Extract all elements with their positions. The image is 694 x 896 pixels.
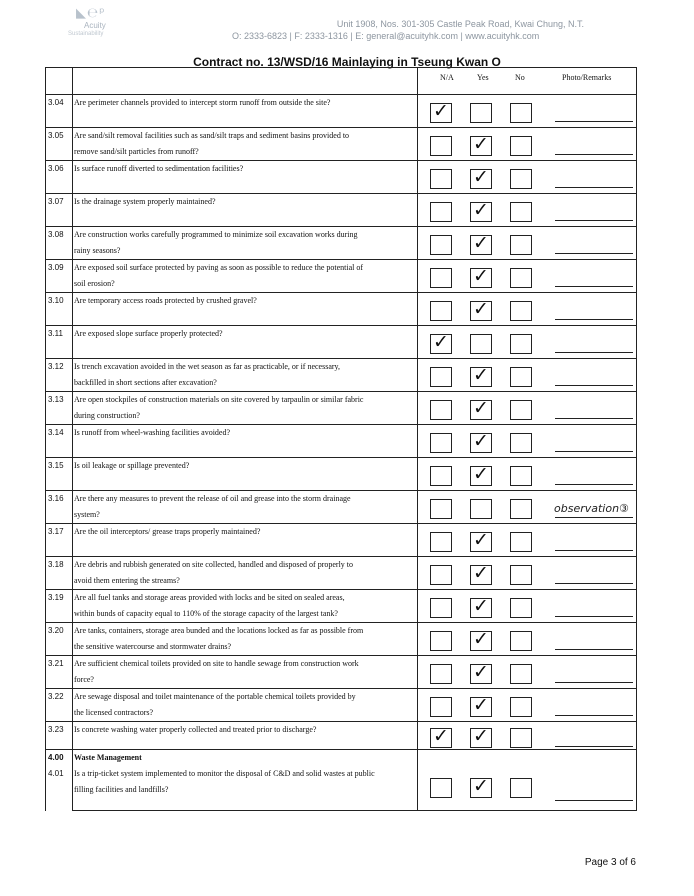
remarks-line[interactable] [555,517,633,518]
company-address: Unit 1908, Nos. 301-305 Castle Peak Road, Kwai Chung, N.T. [336,19,584,29]
header-question-cell [73,68,418,95]
options-cell [418,128,637,161]
table-row [46,458,637,491]
item-number: 3.21 [46,656,73,689]
question-line-1: Is the drainage system properly maintained? [74,197,216,206]
section-question [73,750,418,811]
table-row [46,524,637,557]
checkbox-yes[interactable] [470,529,492,552]
remarks-line[interactable] [555,253,633,254]
checkbox-no[interactable] [510,400,532,420]
options-cell [418,95,637,128]
question-line-2: soil erosion? [74,279,115,288]
question-line-1: Are construction works carefully programmed to minimize soil excavation works during [74,230,358,239]
options-cell [418,557,637,590]
item-number: 3.12 [46,359,73,392]
checkbox-no[interactable] [510,433,532,453]
checkbox-na[interactable] [430,697,452,717]
checkbox-yes[interactable] [470,334,492,354]
remarks-line[interactable] [555,319,633,320]
checkbox-no[interactable] [510,631,532,651]
question-line-2: backfilled in short sections after excavation? [74,378,217,387]
options-cell [418,623,637,656]
item-question [73,557,418,590]
question-line-1: Is oil leakage or spillage prevented? [74,461,190,470]
section-number [46,750,73,811]
checkbox-no[interactable] [510,664,532,684]
checkbox-na[interactable] [430,433,452,453]
options-cell [418,293,637,326]
header-options-cell [418,68,637,95]
table-row [46,194,637,227]
checkbox-yes[interactable] [470,775,492,798]
item-question [73,590,418,623]
checkbox-no[interactable] [510,202,532,222]
checkbox-no[interactable] [510,598,532,618]
checkmark-icon: ✓ [473,595,489,617]
item-question [73,689,418,722]
options-cell [418,656,637,689]
checkbox-yes[interactable] [470,499,492,519]
checkbox-na[interactable] [430,268,452,288]
checkbox-na[interactable] [430,565,452,585]
remarks-line[interactable] [555,451,633,452]
question-line-1: Are sewage disposal and toilet maintenance of the portable chemical toilets provided by [74,692,356,701]
item-number: 3.04 [46,95,73,128]
remarks-line[interactable] [555,187,633,188]
checkbox-yes[interactable] [470,199,492,222]
item-number: 3.07 [46,194,73,227]
remarks-line[interactable] [555,484,633,485]
item-question [73,227,418,260]
remarks-line[interactable] [555,550,633,551]
table-header-row [46,68,637,95]
question-line-1: Is runoff from wheel-washing facilities avoided? [74,428,231,437]
options-cell [418,689,637,722]
item-question [73,656,418,689]
remarks-line[interactable] [555,154,633,155]
checkbox-na[interactable] [430,136,452,156]
table-row [46,128,637,161]
item-number: 3.05 [46,128,73,161]
checkbox-yes[interactable] [470,265,492,288]
checkbox-no[interactable] [510,778,532,798]
item-number: 3.22 [46,689,73,722]
table-row [46,161,637,194]
checkmark-icon: ✓ [473,265,489,287]
question-line-1: Are sand/silt removal facilities such as sand/silt traps and sediment basins provided to [74,131,350,140]
question-line-1: Are tanks, containers, storage area bunded and the locations locked as far as possible from [74,626,364,635]
question-line-2: force? [74,675,94,684]
checkbox-yes[interactable] [470,463,492,486]
checkmark-icon: ✓ [473,661,489,683]
checkbox-na[interactable] [430,631,452,651]
header-no: No [515,73,525,82]
item-question [73,260,418,293]
logo-subtitle: Sustainability [68,31,104,37]
checkbox-yes[interactable] [470,298,492,321]
item-number: 3.06 [46,161,73,194]
item-question [73,722,418,750]
options-cell [418,359,637,392]
question-line-2: the licensed contractors? [74,708,154,717]
checkbox-na[interactable] [430,100,452,123]
item-number: 3.20 [46,623,73,656]
options-cell [418,524,637,557]
checkmark-icon: ✓ [473,133,489,155]
question-line-2: system? [74,510,100,519]
item-number: 3.18 [46,557,73,590]
section-item-number: 4.01 [48,769,64,778]
question-line-1: Are there any measures to prevent the release of oil and grease into the storm drainage [74,494,351,503]
checkmark-icon: ✓ [473,364,489,386]
checkbox-yes[interactable] [470,661,492,684]
question-line-1: Are perimeter channels provided to intercept storm runoff from outside the site? [74,98,331,107]
checkbox-no[interactable] [510,565,532,585]
checkmark-icon: ✓ [473,463,489,485]
remarks-line[interactable] [555,583,633,584]
section-row [46,750,637,811]
question-line-1: Are exposed slope surface properly protected? [74,329,223,338]
item-number: 3.13 [46,392,73,425]
remarks-line[interactable] [555,121,633,122]
table-row [46,359,637,392]
header-remarks: Photo/Remarks [562,73,612,82]
checkbox-yes[interactable] [470,133,492,156]
checkbox-no[interactable] [510,334,532,354]
checkmark-icon: ✓ [473,694,489,716]
checkbox-na[interactable] [430,532,452,552]
question-line-1: Are exposed soil surface protected by paving as soon as possible to reduce the potential of [74,263,364,272]
remarks-line[interactable] [555,649,633,650]
checkbox-na[interactable] [430,499,452,519]
checkbox-na[interactable] [430,598,452,618]
checkbox-na[interactable] [430,466,452,486]
checkbox-yes[interactable] [470,628,492,651]
checkbox-no[interactable] [510,169,532,189]
checkbox-no[interactable] [510,103,532,123]
remarks-line[interactable] [555,352,633,353]
checkbox-na[interactable] [430,778,452,798]
item-question [73,293,418,326]
question-line-1: Is concrete washing water properly collected and treated prior to discharge? [74,725,317,734]
options-cell [418,161,637,194]
item-number: 3.19 [46,590,73,623]
table-row [46,590,637,623]
header-na: N/A [440,73,454,82]
table-row [46,227,637,260]
checkbox-yes[interactable] [470,724,492,748]
options-cell [418,260,637,293]
table-row [46,722,637,750]
checkbox-no[interactable] [510,499,532,519]
checkmark-icon: ✓ [473,430,489,452]
remarks-line[interactable] [555,746,633,747]
logo-name: Acuity [84,21,106,30]
checkbox-na[interactable] [430,367,452,387]
question-line-2: remove sand/silt particles from runoff? [74,147,199,156]
item-number: 3.23 [46,722,73,750]
remarks-line[interactable] [555,682,633,683]
header-yes: Yes [477,73,489,82]
checkmark-icon: ✓ [473,166,489,188]
question-line-2: avoid them entering the streams? [74,576,180,585]
item-number: 3.09 [46,260,73,293]
table-row [46,95,637,128]
checkbox-na[interactable] [430,202,452,222]
checkbox-no[interactable] [510,136,532,156]
options-cell [418,227,637,260]
checkmark-icon: ✓ [473,724,489,747]
options-cell [418,491,637,524]
checkmark-icon: ✓ [473,775,489,797]
item-question [73,161,418,194]
section-title: Waste Management [74,753,142,762]
options-cell [418,458,637,491]
checkmark-icon: ✓ [473,562,489,584]
item-question [73,524,418,557]
table-row [46,326,637,359]
options-cell [418,194,637,227]
checkbox-yes[interactable] [470,397,492,420]
checkbox-no[interactable] [510,235,532,255]
remarks-line[interactable] [555,616,633,617]
question-line-2: within bunds of capacity equal to 110% of the storage capacity of the largest tank? [74,609,338,618]
item-question [73,458,418,491]
item-question [73,392,418,425]
item-number: 3.08 [46,227,73,260]
item-question [73,128,418,161]
question-line-1: Are temporary access roads protected by crushed gravel? [74,296,257,305]
options-cell [418,590,637,623]
checkbox-yes[interactable] [470,694,492,717]
checkbox-na[interactable] [430,169,452,189]
remarks-line[interactable] [555,800,633,801]
checkbox-no[interactable] [510,532,532,552]
item-number: 3.17 [46,524,73,557]
remark-text: observation③ [554,502,629,515]
checkmark-icon: ✓ [433,331,449,353]
table-row [46,623,637,656]
item-question [73,95,418,128]
table-row [46,260,637,293]
item-question [73,194,418,227]
remarks-line[interactable] [555,418,633,419]
question-line-1: Are sufficient chemical toilets provided on site to handle sewage from construction work [74,659,359,668]
question-line-1: Is trench excavation avoided in the wet season as far as practicable, or if necessary, [74,362,341,371]
question-line-1: Are open stockpiles of construction materials on site covered by tarpaulin or similar fabric [74,395,364,404]
table-row [46,491,637,524]
checkmark-icon: ✓ [433,724,449,747]
company-logo [62,6,124,40]
item-question [73,425,418,458]
table-row [46,689,637,722]
checkbox-na[interactable] [430,331,452,354]
item-question [73,491,418,524]
question-line-1: Is surface runoff diverted to sedimentation facilities? [74,164,244,173]
table-row [46,656,637,689]
remarks-line[interactable] [555,286,633,287]
checkbox-yes[interactable] [470,166,492,189]
question-line-1: Are debris and rubbish generated on site collected, handled and disposed of properly to [74,560,354,569]
checkmark-icon: ✓ [473,628,489,650]
question-line-2: filling facilities and landfills? [74,785,169,794]
question-line-1: Is a trip-ticket system implemented to monitor the disposal of C&D and solid wastes at public [74,769,375,778]
checkbox-na[interactable] [430,664,452,684]
item-number: 3.15 [46,458,73,491]
item-question [73,623,418,656]
remarks-line[interactable] [555,715,633,716]
question-line-1: Are all fuel tanks and storage areas provided with locks and be sited on sealed areas, [74,593,345,602]
checkbox-no[interactable] [510,728,532,748]
checkmark-icon: ✓ [433,100,449,122]
checkbox-yes[interactable] [470,232,492,255]
checklist-table [45,67,637,811]
remarks-line[interactable] [555,385,633,386]
checkbox-yes[interactable] [470,562,492,585]
item-number: 3.10 [46,293,73,326]
options-cell [418,425,637,458]
checkbox-no[interactable] [510,697,532,717]
table-row [46,293,637,326]
table-row [46,392,637,425]
question-line-2: rainy seasons? [74,246,121,255]
remarks-line[interactable] [555,220,633,221]
logo-mark: ◣℮ᵖ [76,6,106,21]
checkbox-no[interactable] [510,268,532,288]
checkbox-yes[interactable] [470,364,492,387]
checkbox-no[interactable] [510,367,532,387]
checkbox-na[interactable] [430,301,452,321]
checkmark-icon: ✓ [473,298,489,320]
checkbox-na[interactable] [430,400,452,420]
page-number: Page 3 of 6 [584,857,636,868]
checkbox-na[interactable] [430,235,452,255]
checkbox-no[interactable] [510,466,532,486]
item-number: 3.11 [46,326,73,359]
item-number: 3.16 [46,491,73,524]
section-number-main: 4.00 [48,753,64,762]
item-question [73,359,418,392]
table-row [46,557,637,590]
checkmark-icon: ✓ [473,397,489,419]
checkmark-icon: ✓ [473,232,489,254]
options-cell [418,392,637,425]
checkbox-na[interactable] [430,724,452,748]
item-question [73,326,418,359]
header-number-cell [46,68,73,95]
question-line-2: the sensitive watercourse and stormwater drains? [74,642,232,651]
checkmark-icon: ✓ [473,199,489,221]
checkbox-yes[interactable] [470,103,492,123]
checkmark-icon: ✓ [473,529,489,551]
checkbox-yes[interactable] [470,595,492,618]
item-number: 3.14 [46,425,73,458]
checkbox-yes[interactable] [470,430,492,453]
document-title: Contract no. 13/WSD/16 Mainlaying in Tseung Kwan O [193,55,501,69]
question-line-2: during construction? [74,411,140,420]
checkbox-no[interactable] [510,301,532,321]
company-contact: O: 2333-6823 | F: 2333-1316 | E: general@acuityhk.com | www.acuityhk.com [232,31,540,41]
options-cell [418,722,637,750]
options-cell [418,750,637,811]
question-line-1: Are the oil interceptors/ grease traps properly maintained? [74,527,261,536]
options-cell [418,326,637,359]
table-row [46,425,637,458]
